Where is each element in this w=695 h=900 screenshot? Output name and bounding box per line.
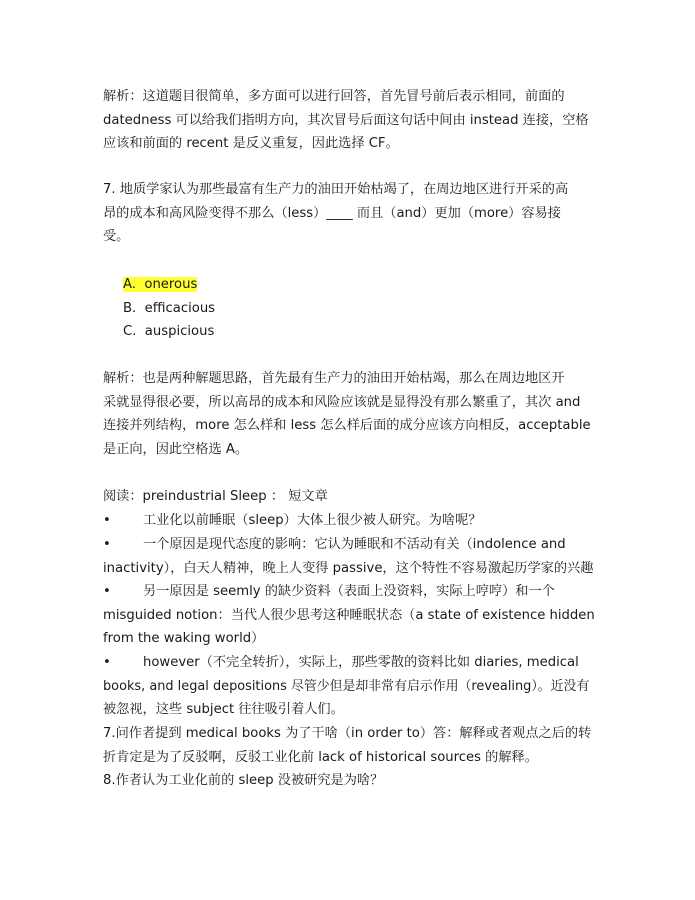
text-line: 受。 xyxy=(103,229,130,245)
bullet-item: • 另一原因是 seemly 的缺少资料（表面上没资料，实际上哼哼）和一个 misguided notion：当代人很少思考这种睡眠状态（a state of existence hidden from the waking world） xyxy=(103,580,595,651)
bullet-item: • 工业化以前睡眠（sleep）大体上很少被人研究。为啥呢？ xyxy=(103,509,595,533)
bullet-symbol: • xyxy=(103,537,111,552)
bullet-symbol: • xyxy=(103,655,111,670)
option-b: B. efficacious xyxy=(123,301,216,316)
bullet-item: • 一个原因是现代态度的影响：它认为睡眠和不活动有关（indolence and inactivity），白天人精神，晚上人变得 passive，这个特性不容易激起历学家的兴趣 xyxy=(103,533,595,580)
text-line: datedness 可以给我们指明方向，其次冒号后面这句话中间由 instead 连接，空格 xyxy=(103,112,589,128)
highlighted-answer: A. onerous xyxy=(123,277,198,292)
text-line: 昂的成本和高风险变得不那么（less）____ 而且（and）更加（more）容易接 xyxy=(103,205,561,221)
text-line: 应该和前面的 recent 是反义重复，因此选择 CF。 xyxy=(103,136,399,152)
text-line: 解析：也是两种解题思路，首先最有生产力的油田开始枯竭，那么在周边地区开 xyxy=(103,371,565,386)
analysis-question-7 xyxy=(103,367,595,461)
text-line: 解析：这道题目很简单，多方面可以进行回答，首先冒号前后表示相同，前面的 xyxy=(103,89,565,104)
option-a xyxy=(123,273,197,297)
reading-question-7 xyxy=(103,722,595,769)
text-line: 7. 地质学家认为那些最富有生产力的油田开始枯竭了，在周边地区进行开采的高 xyxy=(103,182,569,197)
text-line: 折肯定是为了反驳啊，反驳工业化前 lack of historical sources 的解释。 xyxy=(103,749,538,765)
bullet-symbol: • xyxy=(103,513,111,528)
option-c: C. auspicious xyxy=(123,324,215,339)
reading-title: 阅读：preindustrial Sleep ： 短文章 xyxy=(103,489,328,504)
text-line: 采就显得很必要，所以高昂的成本和风险应该就是显得没有那么繁重了，其次 and xyxy=(103,394,581,410)
bullet-symbol: • xyxy=(103,584,111,599)
bullet-item: • however（不完全转折），实际上，那些零散的资料比如 diaries, medical books, and legal depositions 尽管少但是却非常有启示作用（revealing）。近没有 被忽视，这些 subject 往往吸引着人们。 xyxy=(103,651,595,722)
question-7 xyxy=(103,178,595,249)
text-line: 是正向，因此空格选 A。 xyxy=(103,441,249,457)
text-line: 7.问作者提到 medical books 为了干啥（in order to）答：解释或者观点之后的转 xyxy=(103,726,592,741)
text-line: 连接并列结构，more 怎么样和 less 怎么样后面的成分应该方向相反，acceptable xyxy=(103,418,591,434)
analysis-previous-question xyxy=(103,85,595,156)
reading-question-8: 8.作者认为工业化前的 sleep 没被研究是为啥？ xyxy=(103,773,384,788)
